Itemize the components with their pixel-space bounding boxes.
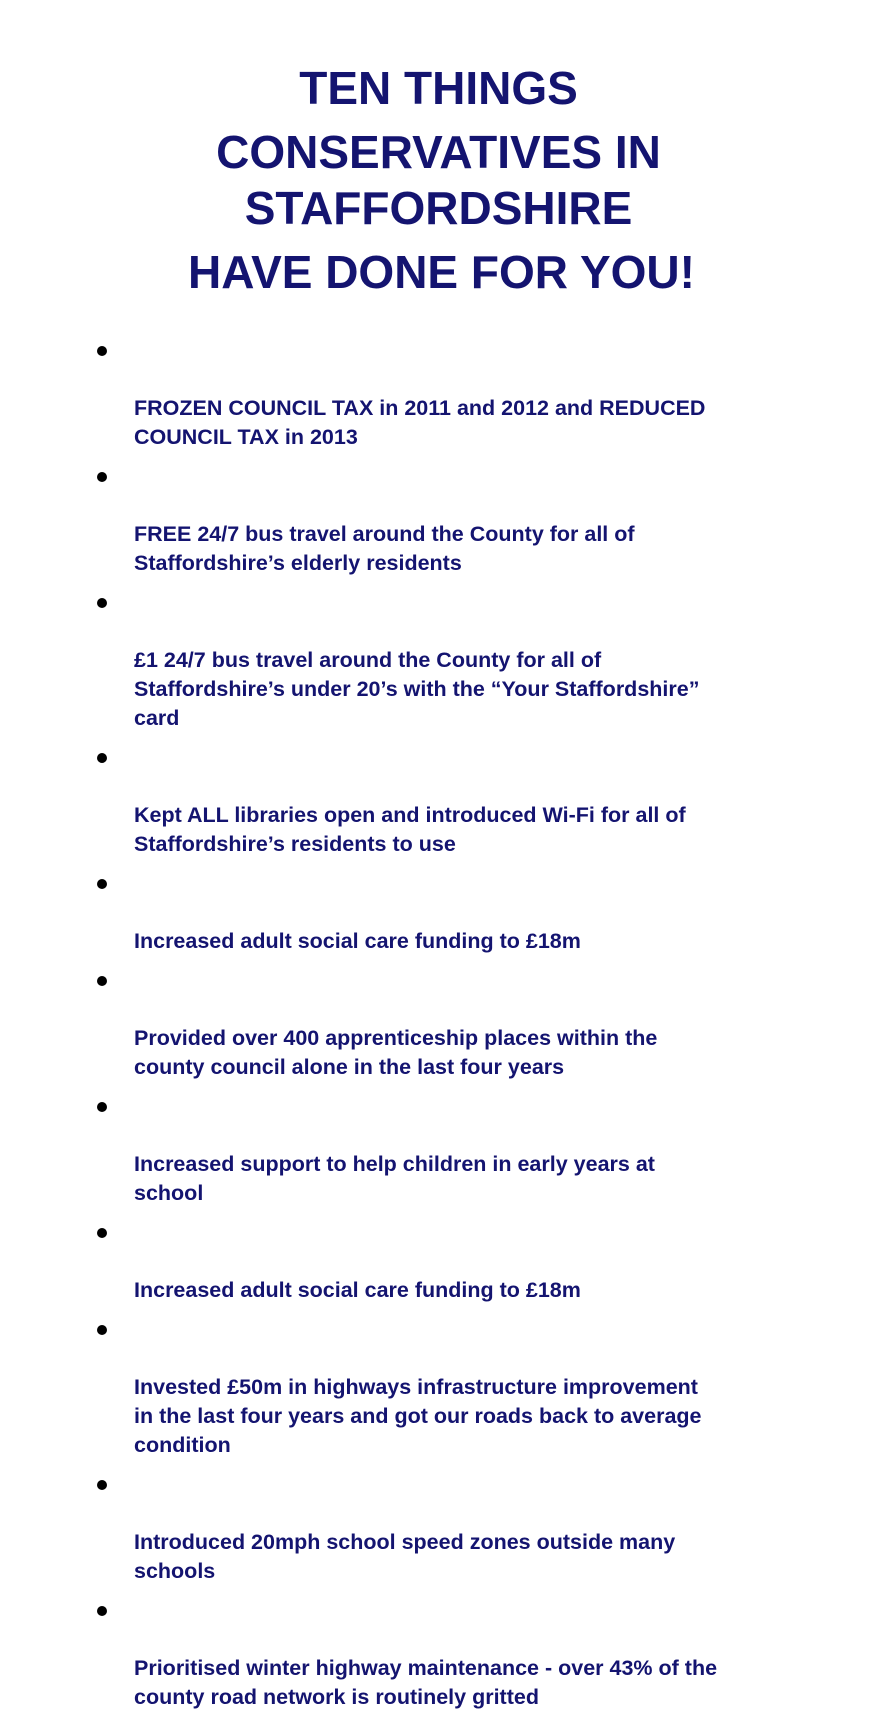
list-item [0,1315,877,1460]
list-item-text: FREE 24/7 bus travel around the County for all of Staffordshire’s elderly residents [134,522,635,575]
title-line-2: CONSERVATIVES IN [216,126,661,178]
list-item [0,336,877,452]
list-item-text: Kept ALL libraries open and introduced Wi-Fi for all of Staffordshire’s residents to use [134,803,686,856]
bullet-icon [97,472,107,482]
list-item-text: Increased support to help children in early years at school [134,1152,655,1205]
list-item-text: Increased adult social care funding to £18m [134,1278,581,1302]
title-line-4: HAVE DONE FOR YOU! [188,246,695,298]
bullet-icon [97,1606,107,1616]
list-item-text: Introduced 20mph school speed zones outside many schools [134,1530,676,1583]
list-item [0,1596,877,1712]
list-item-text: Invested £50m in highways infrastructure improvement in the last four years and got our roads back to average condition [134,1375,702,1457]
bullet-icon [97,1102,107,1112]
list-item [0,588,877,733]
achievements-list [0,336,877,1722]
title-line-3: STAFFORDSHIRE [244,182,633,234]
list-item [0,966,877,1082]
list-item-text: Prioritised winter highway maintenance - over 43% of the county road network is routinely gritted [134,1656,718,1709]
leaflet-title [0,60,877,300]
list-item-text: Provided over 400 apprenticeship places within the county council alone in the last four years [134,1026,658,1079]
bullet-icon [97,976,107,986]
list-item [0,1218,877,1305]
bullet-icon [97,1480,107,1490]
title-line-1: TEN THINGS [299,62,578,114]
list-item-text: FROZEN COUNCIL TAX in 2011 and 2012 and REDUCED COUNCIL TAX in 2013 [134,396,706,449]
list-item [0,869,877,956]
bullet-icon [97,346,107,356]
bullet-icon [97,753,107,763]
list-item-text: Increased adult social care funding to £18m [134,929,581,953]
bullet-icon [97,598,107,608]
list-item [0,1092,877,1208]
bullet-icon [97,1325,107,1335]
list-item [0,1470,877,1586]
list-item [0,462,877,578]
bullet-icon [97,879,107,889]
bullet-icon [97,1228,107,1238]
list-item-text: £1 24/7 bus travel around the County for all of Staffordshire’s under 20’s with the “Your Staffordshire” card [134,648,700,730]
list-item [0,743,877,859]
